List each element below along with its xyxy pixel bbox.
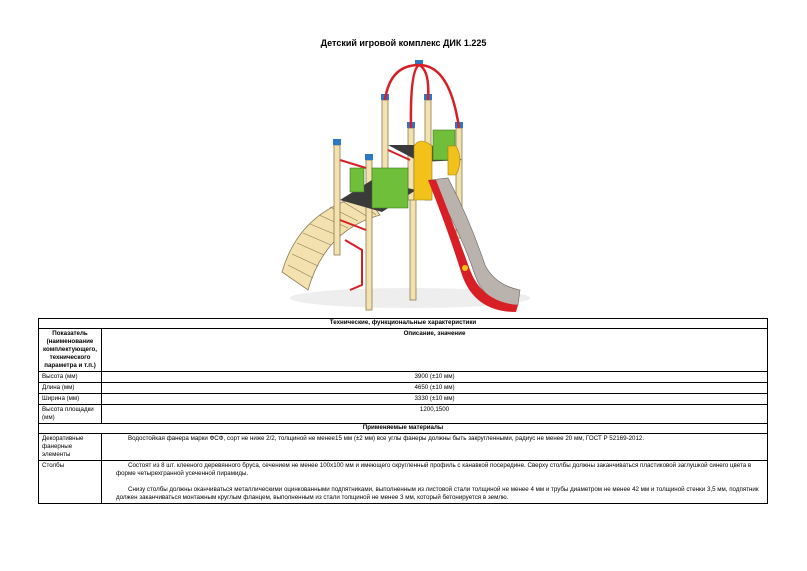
material-description bbox=[102, 461, 768, 504]
column-header-row bbox=[39, 329, 768, 372]
row-value: 4650 (±10 мм) bbox=[102, 383, 768, 394]
column-header-desc: Описание, значение bbox=[102, 329, 768, 372]
column-header-param: Показатель (наименование комплектующего, технического параметра и т.п.) bbox=[39, 329, 102, 372]
material-paragraph: Водостойкая фанера марки ФСФ, сорт не ниже 2/2, толщиной не менее15 мм (±2 мм) все углы фанеры должны быть закругленными, радиус не менее 20 мм, ГОСТ Р 52169-2012. bbox=[128, 435, 645, 442]
material-row bbox=[39, 461, 768, 504]
page-title: Детский игровой комплекс ДИК 1.225 bbox=[320, 38, 487, 48]
section-specs-title: Технические, функциональные характеристики bbox=[39, 319, 768, 329]
row-value: 3900 (±10 мм) bbox=[102, 372, 768, 383]
row-value: 1200,1500 bbox=[102, 405, 768, 424]
row-label: Ширина (мм) bbox=[39, 394, 102, 405]
material-row bbox=[39, 434, 768, 461]
table-row bbox=[39, 383, 768, 394]
table-row bbox=[39, 394, 768, 405]
section-header-row bbox=[39, 319, 768, 329]
material-paragraph: Снизу столбы должны оканчиваться металлическими оцинкованными подпятниками, выполненным из листовой стали толщиной не менее 4 мм и трубы диаметром не менее 42 мм и толщиной стенки 3,5 мм, подпятник должен заканчиваться монтажным круглым фланцем, выполненным из стали толщиной не менее 3 мм, который бетонируется в землю. bbox=[116, 486, 759, 501]
row-label: Длина (мм) bbox=[39, 383, 102, 394]
table-row bbox=[39, 405, 768, 424]
material-label: Столбы bbox=[39, 461, 102, 504]
row-label: Высота (мм) bbox=[39, 372, 102, 383]
material-paragraph: Состоят из 8 шт. клееного деревянного бруса, сечением не менее 100х100 мм и имеющего скругленный профиль с канавкой посередине. Сверху столбы должны заканчиваться пластиковой заглушкой синего цвета в форме четырехгранной усеченной пирамиды. bbox=[116, 462, 752, 477]
playground-illustration bbox=[270, 50, 540, 315]
row-value: 3330 (±10 мм) bbox=[102, 394, 768, 405]
arched-ladder bbox=[282, 195, 380, 290]
material-description bbox=[102, 434, 768, 461]
section-materials-title: Применяемые материалы bbox=[39, 424, 768, 434]
specifications-table bbox=[38, 318, 768, 504]
material-label: Декоративные фанерные элементы bbox=[39, 434, 102, 461]
table-row bbox=[39, 372, 768, 383]
row-label: Высота площадки (мм) bbox=[39, 405, 102, 424]
arch-dome bbox=[385, 65, 459, 128]
section-header-row bbox=[39, 424, 768, 434]
